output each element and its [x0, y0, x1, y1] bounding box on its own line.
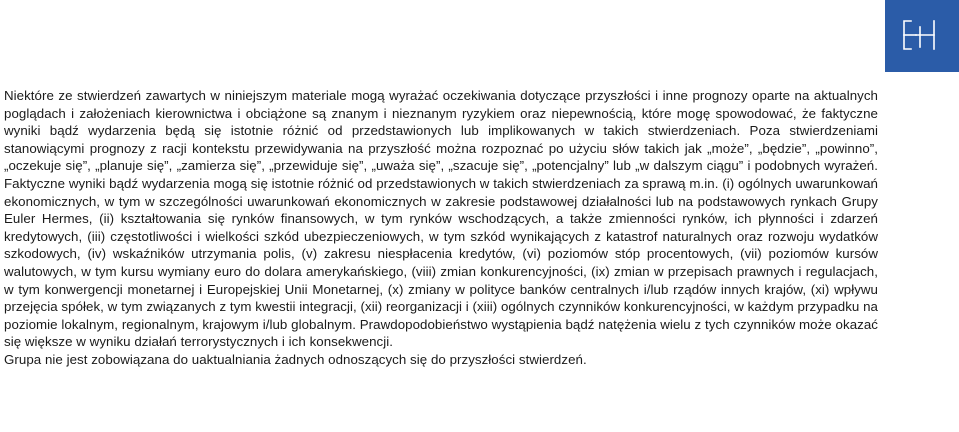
- disclaimer-paragraph: Niektóre ze stwierdzeń zawartych w niniejszym materiale mogą wyrażać oczekiwania dotyczące przyszłości i inne prognozy oparte na aktualnych poglądach i założeniach kierownictwa i obciążone są znanym i nieznanym ryzykiem oraz niepewnością, które mogę spowodować, że faktyczne wyniki bądź wydarzenia będą się istotnie różnić od przedstawionych lub implikowanych w takich stwierdzeniach. Poza stwierdzeniami stanowiącymi prognozy z racji kontekstu przewidywania na przyszłość można rozpoznać po użyciu słów takich jak „może”, „będzie”, „powinno”, „oczekuje się”, „planuje się”, „zamierza się”, „przewiduje się”, „uważa się”, „szacuje się”, „potencjalny” lub „w dalszym ciągu” i podobnych wyrażeń. Faktyczne wyniki bądź wydarzenia mogą się istotnie różnić od przedstawionych w takich stwierdzeniach za sprawą m.in. (i) ogólnych uwarunkowań ekonomicznych, w tym w szczególności uwarunkowań ekonomicznych w zakresie podstawowej działalności lub na podstawowych rynkach Grupy Euler Hermes, (ii) kształtowania się rynków finansowych, w tym rynków wschodzących, a także zmienności rynków, ich płynności i zdarzeń kredytowych, (iii) częstotliwości i wielkości szkód ubezpieczeniowych, w tym szkód wynikających z katastrof naturalnych oraz rozwoju wydatków szkodowych, (iv) wskaźników utrzymania polis, (v) zakresu niespłacenia kredytów, (vi) poziomów stóp procentowych, (vii) poziomów kursów walutowych, w tym kursu wymiany euro do dolara amerykańskiego, (viii) zmian konkurencyjności, (ix) zmian w przepisach prawnych i regulacjach, w tym konwergencji monetarnej i Europejskiej Unii Monetarnej, (x) zmiany w polityce banków centralnych i/lub rządów innych krajów, (xi) wpływu przejęcia spółek, w tym związanych z tym kwestii integracji, (xii) reorganizacji i (xiii) ogólnych czynników konkurencyjności, w każdym przypadku na poziomie lokalnym, regionalnym, krajowym i/lub globalnym. Prawdopodobieństwo wystąpienia bądź natężenia wielu z tych czynników może okazać się większe w wyniku działań terrorystycznych i ich konsekwencji.: [4, 88, 878, 350]
- eh-monogram-icon: [885, 0, 959, 72]
- no-update-obligation-paragraph: Grupa nie jest zobowiązana do uaktualniania żadnych odnoszących się do przyszłości stwierdzeń.: [4, 351, 587, 367]
- disclaimer-text-block: [4, 87, 878, 369]
- company-logo: [885, 0, 959, 72]
